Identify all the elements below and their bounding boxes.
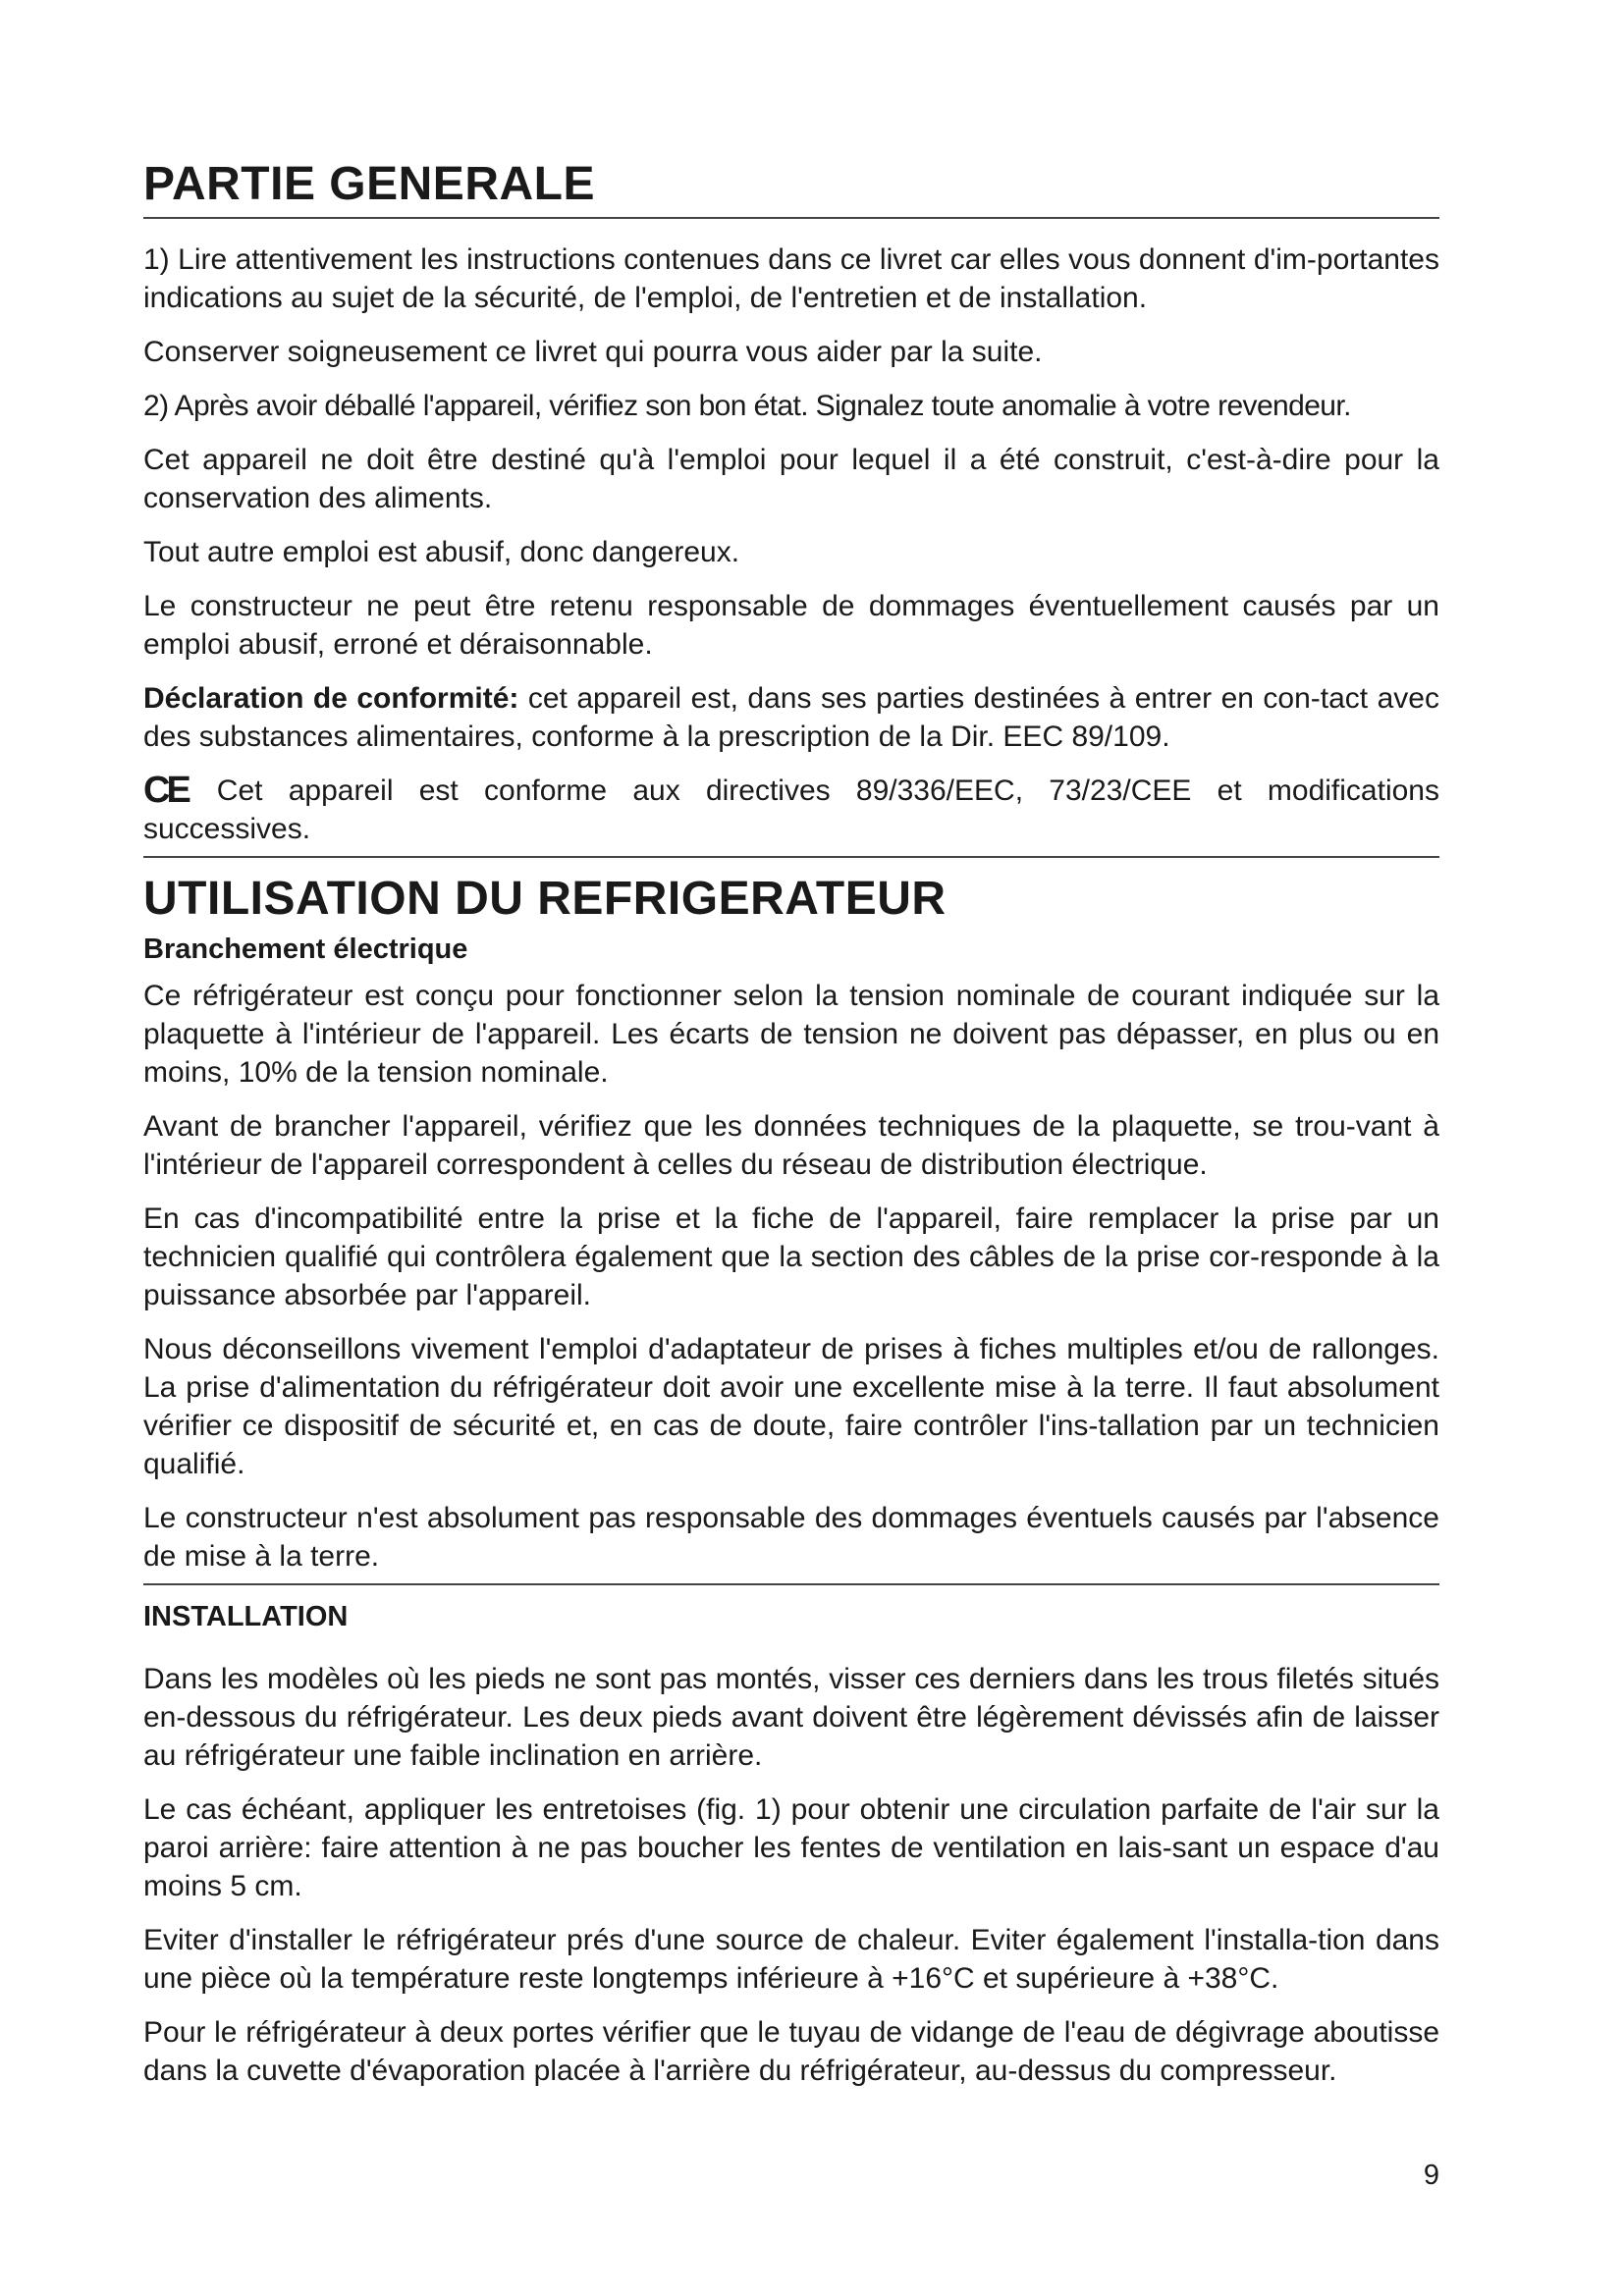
declaration-label: Déclaration de conformité: bbox=[143, 682, 519, 716]
paragraph: Conserver soigneusement ce livret qui pourra vous aider par la suite. bbox=[143, 336, 1043, 369]
section-title-utilisation: UTILISATION DU REFRIGERATEUR bbox=[143, 873, 947, 926]
paragraph: Dans les modèles où les pieds ne sont pas montés, visser ces derniers dans les trous filetés situés en-dessous du réfrigérateur. Les deux pieds avant doivent être légèrement dévissés afin de laisser au réfrigérateur une faible inclination en arrière. bbox=[143, 1663, 1439, 1773]
paragraph: Pour le réfrigérateur à deux portes vérifier que le tuyau de vidange de l'eau de dégivrage aboutisse dans la cuvette d'évaporation placée à l'arrière du réfrigérateur, au-dessus du compresseur. bbox=[143, 2016, 1439, 2088]
paragraph: Nous déconseillons vivement l'emploi d'adaptateur de prises à fiches multiples et/ou de rallonges. La prise d'alimentation du réfrigérateur doit avoir une excellente mise à la terre. Il faut absolument vérifier ce dispositif de sécurité et, en cas de doute, faire contrôler l'ins-tallation par un technicien qualifié. bbox=[143, 1333, 1439, 1481]
document-page bbox=[143, 157, 1439, 2106]
paragraph: Le constructeur n'est absolument pas responsable des dommages éventuels causés par l'absence de mise à la terre. bbox=[143, 1502, 1439, 1574]
paragraph: Cet appareil ne doit être destiné qu'à l'emploi pour lequel il a été construit, c'est-à-dire pour la conservation des aliments. bbox=[143, 444, 1439, 515]
paragraph: Tout autre emploi est abusif, donc dangereux. bbox=[143, 536, 740, 569]
paragraph: 2) Après avoir déballé l'appareil, vérifiez son bon état. Signalez toute anomalie à votre revendeur. bbox=[143, 390, 1351, 423]
paragraph: Eviter d'installer le réfrigérateur prés d'une source de chaleur. Eviter également l'installa-tion dans une pièce où la température reste longtemps inférieure à +16°C et supérieure à +38°C. bbox=[143, 1924, 1439, 1996]
paragraph: En cas d'incompatibilité entre la prise et la fiche de l'appareil, faire remplacer la prise par un technicien qualifié qui contrôlera également que la section des câbles de la prise cor-responde à la puissance absorbée par l'appareil. bbox=[143, 1202, 1439, 1312]
ce-mark-icon: CE bbox=[143, 770, 188, 812]
paragraph: Avant de brancher l'appareil, vérifiez que les données techniques de la plaquette, se trou-vant à l'intérieur de l'appareil correspondent à celles du réseau de distribution électrique. bbox=[143, 1110, 1439, 1182]
declaration-text: cet appareil est, dans ses parties destinées à entrer en con-tact avec des substances alimentaires, conforme à la prescription de la Dir. EEC 89/109. bbox=[143, 682, 1439, 754]
paragraph: Le cas échéant, appliquer les entretoises (fig. 1) pour obtenir une circulation parfaite de l'air sur la paroi arrière: faire attention à ne pas boucher les fentes de ventilation en lais-sant un espace d'au moins 5 cm. bbox=[143, 1793, 1439, 1903]
section-divider bbox=[143, 856, 1439, 858]
title-divider bbox=[143, 217, 1439, 219]
paragraph: Ce réfrigérateur est conçu pour fonctionner selon la tension nominale de courant indiquée sur la plaquette à l'intérieur de l'appareil. Les écarts de tension ne doivent pas dépasser, en plus ou en moins, 10% de la tension nominale. bbox=[143, 980, 1439, 1090]
section-divider bbox=[143, 1583, 1439, 1585]
declaration-paragraph bbox=[143, 679, 1439, 756]
page-number: 9 bbox=[1423, 2160, 1439, 2191]
ce-text: Cet appareil est conforme aux directives 89/336/EEC, 73/23/CEE et modifications successives. bbox=[143, 774, 1439, 846]
section-title-partie-generale: PARTIE GENERALE bbox=[143, 158, 595, 210]
paragraph: 1) Lire attentivement les instructions contenues dans ce livret car elles vous donnent d'im-portantes indications au sujet de la sécurité, de l'emploi, de l'entretien et de installation. bbox=[143, 243, 1439, 315]
subsection-title-branchement: Branchement électrique bbox=[143, 934, 468, 966]
paragraph: Le constructeur ne peut être retenu responsable de dommages éventuellement causés par un emploi abusif, erroné et déraisonnable. bbox=[143, 590, 1439, 662]
ce-paragraph bbox=[143, 772, 1439, 848]
subsection-title-installation: INSTALLATION bbox=[143, 1601, 349, 1633]
